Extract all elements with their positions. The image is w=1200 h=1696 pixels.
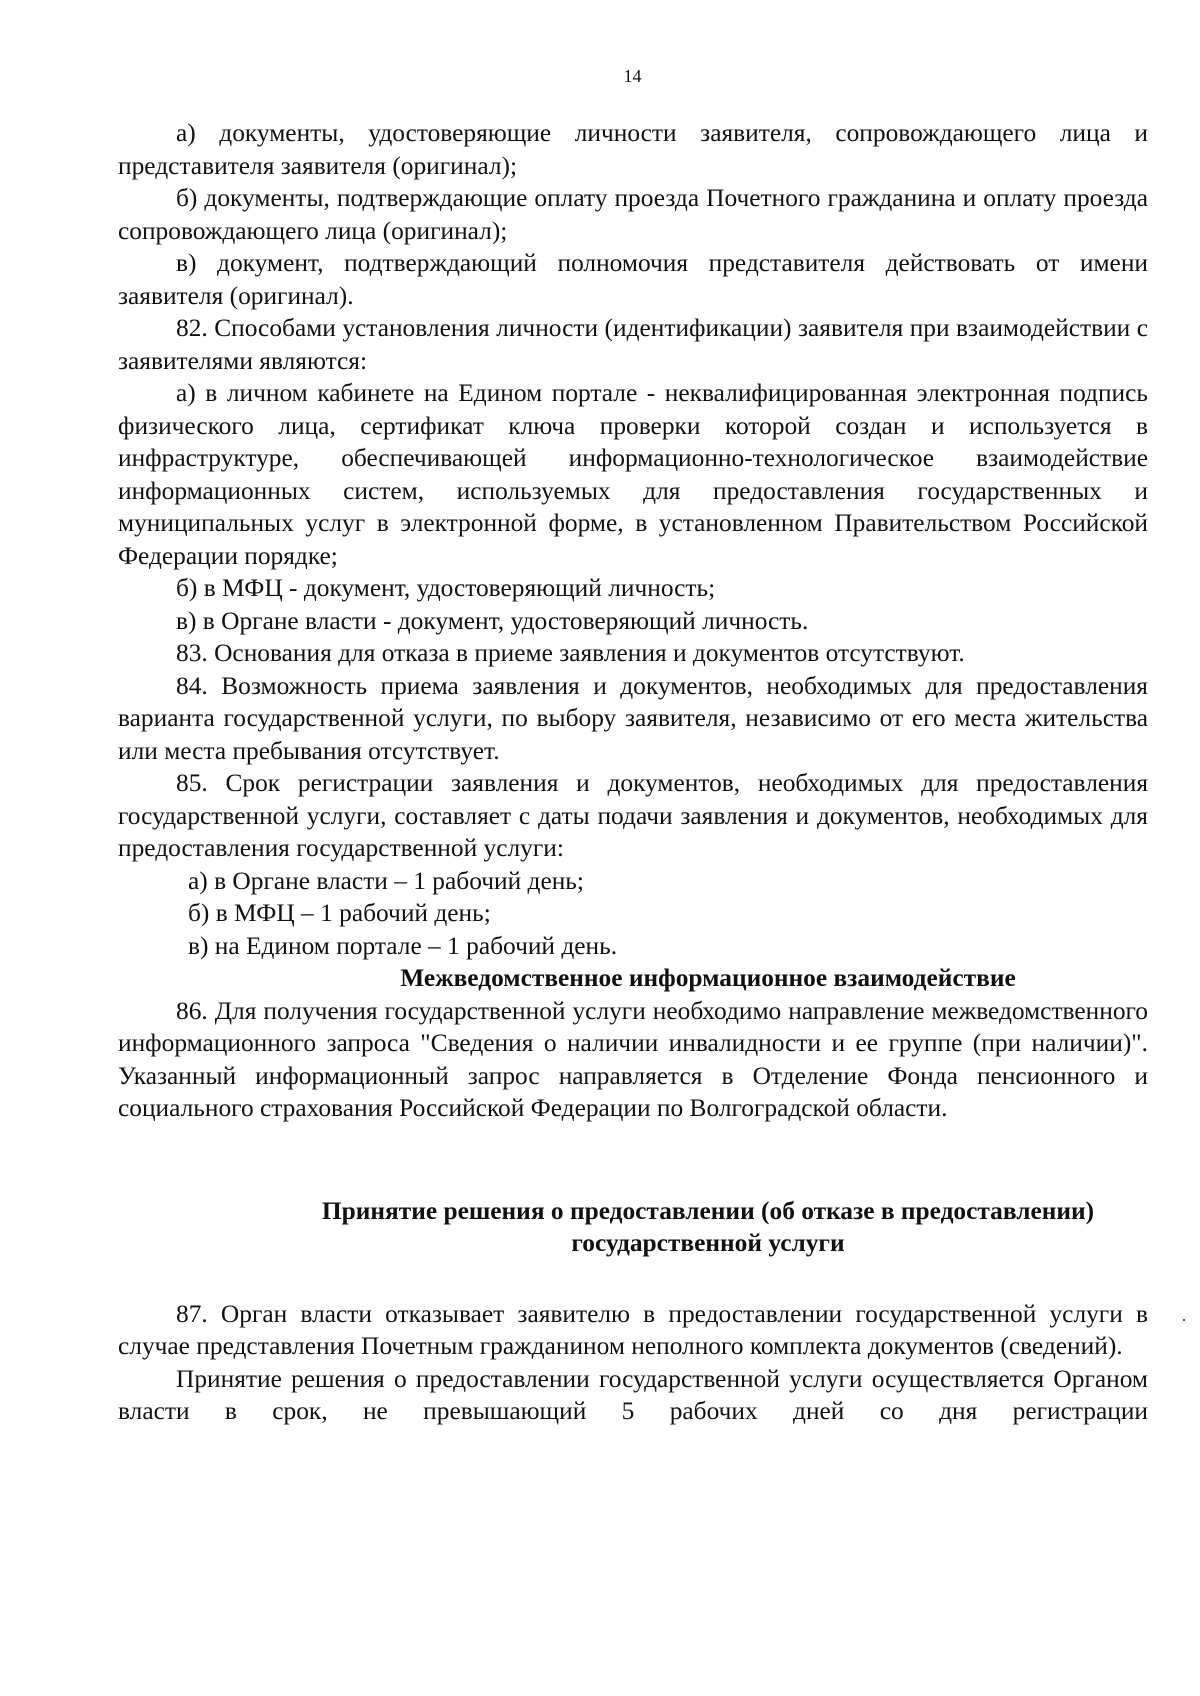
section-heading-interagency: Межведомственное информационное взаимодействие: [400, 964, 1016, 992]
paragraph-83: 83. Основания для отказа в приеме заявления и документов отсутствуют.: [176, 639, 965, 667]
page-number: 14: [623, 66, 642, 86]
paragraph-85: 85. Срок регистрации заявления и документов, необходимых для предоставления государственной услуги, составляет с даты подачи заявления и документов, необходимых для предоставления государственной услуги:: [118, 769, 1148, 862]
section-heading-decision: [118, 1195, 1148, 1260]
section-heading-decision-line2: государственной услуги: [571, 1229, 845, 1257]
section-heading-decision-line1: Принятие решения о предоставлении (об отказе в предоставлении): [321, 1196, 1095, 1225]
term-mfc: б) в МФЦ – 1 рабочий день;: [188, 899, 491, 927]
item-b-mfc: б) в МФЦ - документ, удостоверяющий личность;: [176, 574, 716, 602]
paragraph-86: 86. Для получения государственной услуги необходимо направление межведомственного информационного запроса "Сведения о наличии инвалидности и ее группе (при наличии)". Указанный информационный запрос направляется в Отделение Фонда пенсионного и социального страхования Российской Федерации по Волгоградской области.: [118, 996, 1148, 1122]
scan-speck: [1183, 1319, 1185, 1321]
term-authority: а) в Органе власти – 1 рабочий день;: [188, 866, 584, 895]
document-body: [118, 117, 1148, 1428]
item-a-documents: а) документы, удостоверяющие личности заявителя, сопровождающего лица и представителя заявителя (оригинал);: [118, 119, 1148, 180]
item-v-authority: в) в Органе власти - документ, удостоверяющий личность.: [176, 606, 809, 635]
paragraph-87: 87. Орган власти отказывает заявителю в предоставлении государственной услуги в случае представления Почетным гражданином неполного комплекта документов (сведений).: [118, 1299, 1148, 1360]
item-b-documents: б) документы, подтверждающие оплату проезда Почетного гражданина и оплату проезда сопровождающего лица (оригинал);: [118, 184, 1148, 245]
term-portal: в) на Едином портале – 1 рабочий день.: [188, 931, 618, 960]
item-v-document: в) документ, подтверждающий полномочия представителя действовать от имени заявителя (оригинал).: [118, 249, 1148, 310]
item-a-portal: а) в личном кабинете на Едином портале - неквалифицированная электронная подпись физического лица, сертификат ключа проверки которой создан и используется в инфраструктуре, обеспечивающей информационно-технологическое взаимодействие информационных систем, используемых для предоставления государственных и муниципальных услуг в электронной форме, в установленном Правительством Российской Федерации порядке;: [118, 379, 1148, 570]
paragraph-decision-term: Принятие решения о предоставлении государственной услуги осуществляется Органом власти в срок, не превышающий 5 рабочих дней со дня регистрации: [118, 1364, 1148, 1425]
paragraph-84: 84. Возможность приема заявления и документов, необходимых для предоставления варианта государственной услуги, по выбору заявителя, независимо от его места жительства или места пребывания отсутствует.: [118, 671, 1148, 765]
paragraph-82: 82. Способами установления личности (идентификации) заявителя при взаимодействии с заявителями являются:: [118, 314, 1148, 375]
